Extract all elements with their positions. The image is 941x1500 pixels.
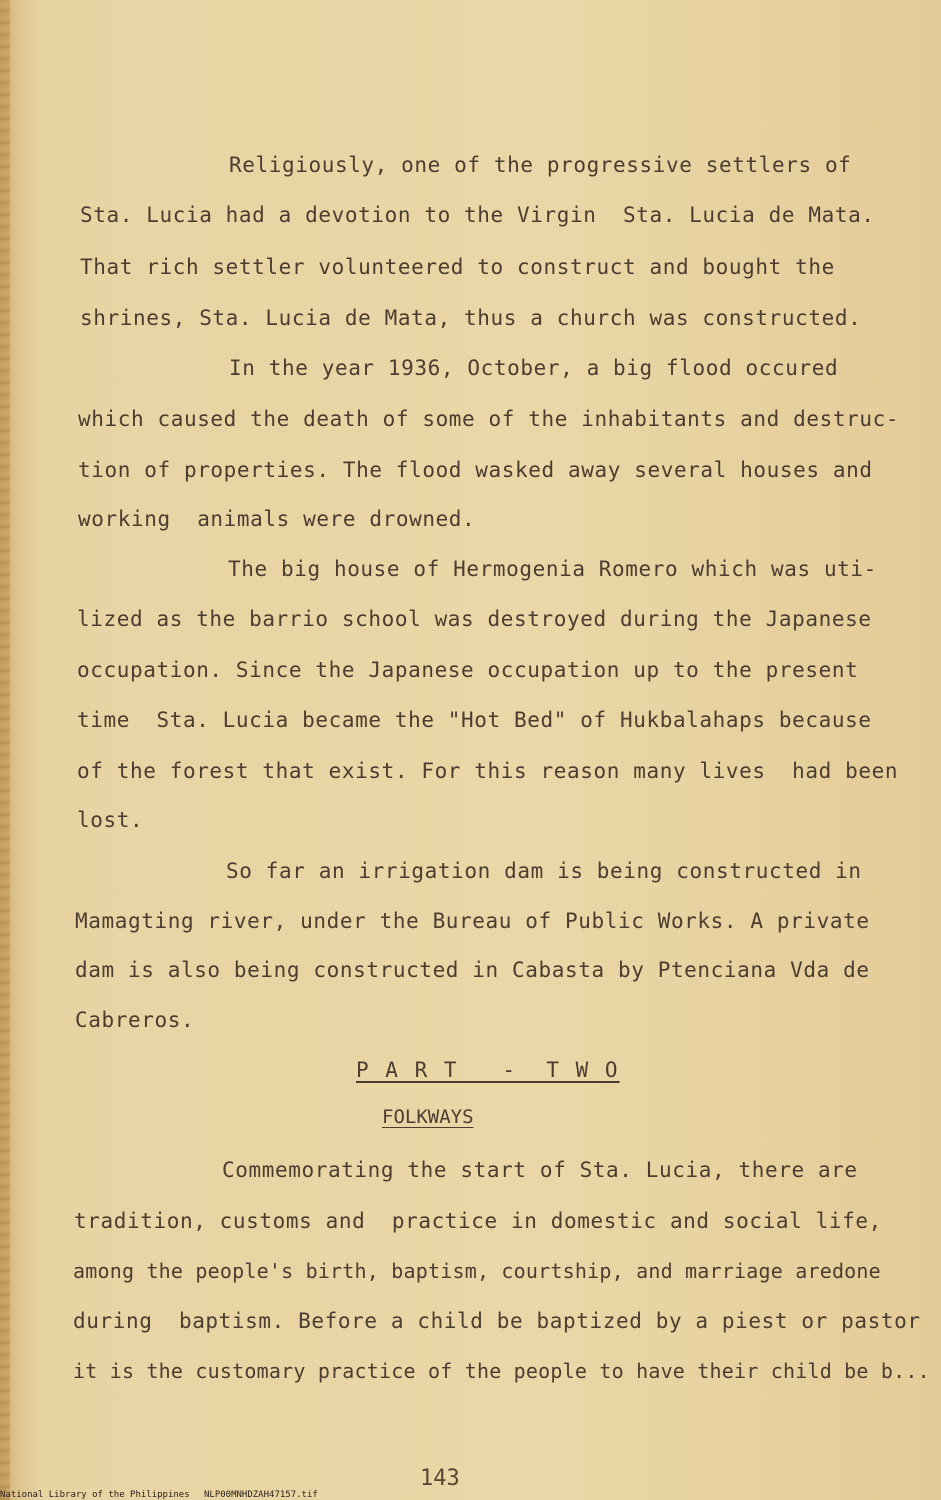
page-number: 143 <box>420 1466 460 1491</box>
text-line: which caused the death of some of the inhabitants and destruc- <box>78 407 900 431</box>
section-heading: FOLKWAYS <box>382 1106 474 1128</box>
text-line: Sta. Lucia had a devotion to the Virgin Sta. Lucia de Mata. <box>80 203 875 227</box>
text-line: of the forest that exist. For this reason many lives had been <box>77 759 899 783</box>
text-line: dam is also being constructed in Cabasta by Ptenciana Vda de <box>75 958 870 982</box>
text-line: Mamagting river, under the Bureau of Public Works. A private <box>75 909 870 933</box>
text-line: lost. <box>77 808 144 832</box>
page-binding-edge <box>0 0 10 1500</box>
text-line: time Sta. Lucia became the "Hot Bed" of Hukbalahaps because <box>77 708 872 732</box>
text-line: That rich settler volunteered to construct and bought the <box>80 255 835 279</box>
text-line: occupation. Since the Japanese occupation up to the present <box>77 658 859 682</box>
text-line: working animals were drowned. <box>78 507 476 531</box>
text-line: shrines, Sta. Lucia de Mata, thus a church was constructed. <box>80 306 862 330</box>
text-line: In the year 1936, October, a big flood occured <box>229 356 839 380</box>
text-line: Cabreros. <box>75 1008 195 1032</box>
scan-institution-caption: National Library of the Philippines <box>0 1490 190 1500</box>
text-line: among the people's birth, baptism, courtship, and marriage aredone <box>73 1259 881 1283</box>
text-line: it is the customary practice of the people to have their child be b... <box>73 1359 930 1383</box>
text-line: So far an irrigation dam is being constructed in <box>226 859 862 883</box>
text-line: Commemorating the start of Sta. Lucia, there are <box>222 1158 858 1182</box>
text-line: lized as the barrio school was destroyed during the Japanese <box>77 607 872 631</box>
scan-filename-caption: NLP00MNHDZAH47157.tif <box>204 1490 318 1500</box>
text-line: during baptism. Before a child be baptized by a piest or pastor <box>73 1309 921 1333</box>
part-heading: P A R T - T W O <box>356 1058 620 1082</box>
text-line: The big house of Hermogenia Romero which was uti- <box>228 557 877 581</box>
text-line: tradition, customs and practice in domestic and social life, <box>74 1209 882 1233</box>
text-line: Religiously, one of the progressive settlers of <box>229 153 852 177</box>
text-line: tion of properties. The flood wasked away several houses and <box>78 458 873 482</box>
